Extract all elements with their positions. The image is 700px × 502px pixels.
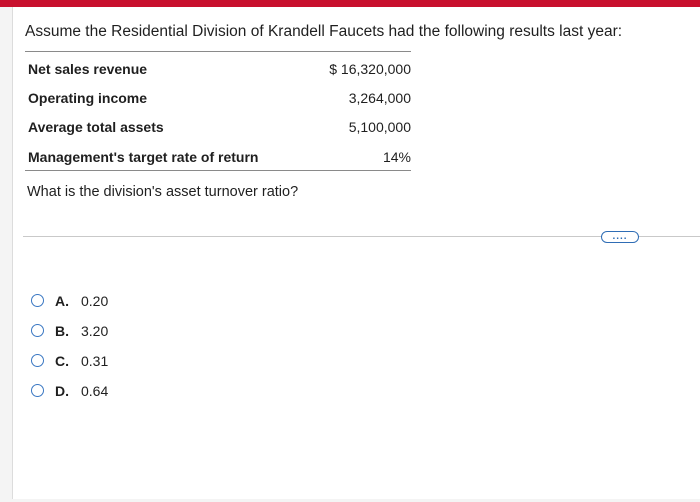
table-row [25,86,411,110]
radio-button[interactable] [31,354,44,367]
row-value: 14% [382,149,411,165]
row-label: Operating income [28,90,148,106]
row-value: $ 16,320,000 [329,61,411,77]
option-letter: B. [55,323,69,339]
radio-button[interactable] [31,294,44,307]
row-label: Average total assets [28,119,164,135]
option-value: 0.20 [81,293,109,309]
row-label: Net sales revenue [28,61,148,77]
table-row [25,115,411,139]
option-letter: C. [55,353,69,369]
option-value: 0.64 [81,383,109,399]
option-value: 3.20 [81,323,109,339]
more-button[interactable]: .... [601,231,639,243]
row-value: 5,100,000 [348,119,411,135]
option-letter: D. [55,383,69,399]
radio-button[interactable] [31,384,44,397]
row-label: Management's target rate of return [28,149,259,165]
question-prompt: What is the division's asset turnover ratio? [27,184,299,200]
top-accent-bar [0,0,700,7]
question-intro: Assume the Residential Division of Krandell Faucets had the following results last year: [25,23,623,40]
table-row [25,145,411,169]
section-divider [23,236,700,237]
table-top-rule [25,51,411,52]
radio-button[interactable] [31,324,44,337]
option-letter: A. [55,293,69,309]
table-row [25,57,411,81]
row-value: 3,264,000 [348,90,411,106]
table-bottom-rule [25,170,411,171]
option-value: 0.31 [81,353,109,369]
question-panel [12,7,700,499]
